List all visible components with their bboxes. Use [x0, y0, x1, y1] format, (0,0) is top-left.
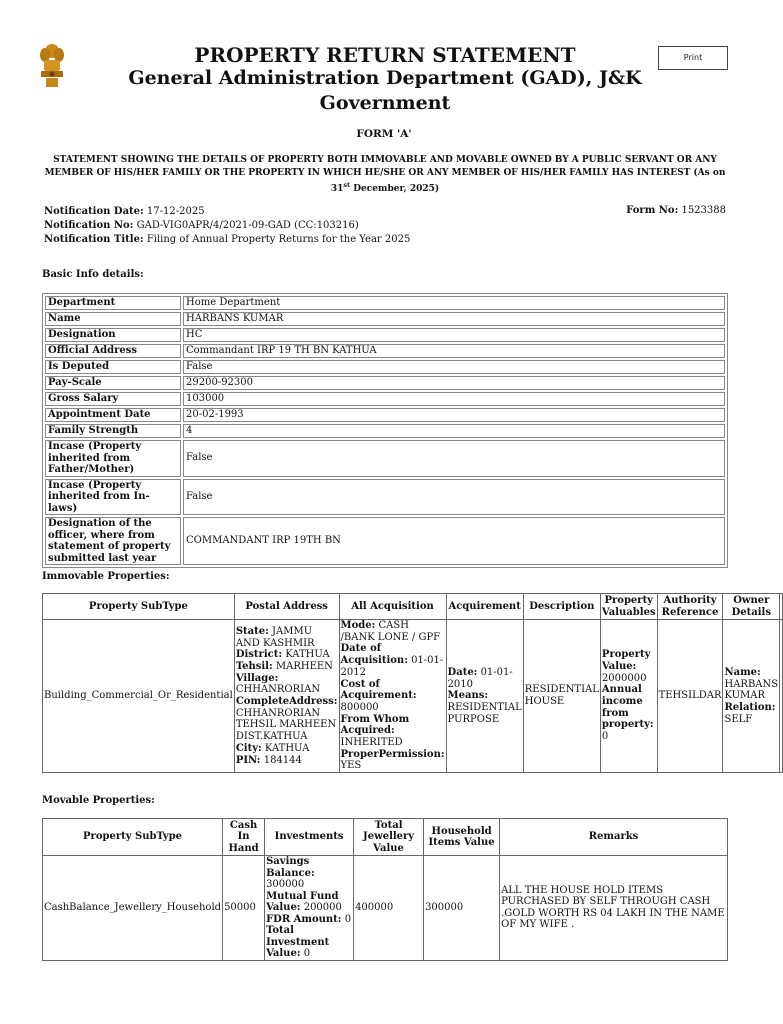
notification-number: Notification No: GAD-VIG0APR/4/2021-09-GAD (CC:103216) [44, 220, 359, 231]
basic-info-label: Gross Salary [45, 392, 181, 406]
page-header [100, 44, 670, 116]
cell-jewellery: 400000 [354, 856, 424, 961]
basic-info-label: Incase (Property inherited from In-laws) [45, 479, 181, 516]
col-property-valuables: Property Valuables [601, 595, 656, 618]
col-jewellery: Total Jewellery Value [354, 819, 424, 856]
basic-info-value: 4 [183, 424, 725, 438]
basic-info-heading: Basic Info details: [42, 269, 144, 280]
basic-info-label: Official Address [45, 344, 181, 358]
basic-info-row [45, 312, 725, 326]
basic-info-label: Designation [45, 328, 181, 342]
cell-subtype: Building_Commercial_Or_Residential [43, 620, 235, 773]
cell-investments: Savings Balance: 300000 Mutual Fund Value: 200000 FDR Amount: 0 Total Investment Value: 0 [265, 856, 354, 961]
basic-info-label: Name [45, 312, 181, 326]
form-label: FORM 'A' [356, 128, 412, 140]
notification-title: Notification Title: Filing of Annual Property Returns for the Year 2025 [44, 234, 411, 245]
basic-info-row [45, 392, 725, 406]
basic-info-row [45, 344, 725, 358]
basic-info-row [45, 360, 725, 374]
basic-info-label: Department [45, 296, 181, 310]
immovable-heading: Immovable Properties: [42, 571, 170, 582]
page-title: PROPERTY RETURN STATEMENT [194, 43, 576, 67]
basic-info-row [45, 376, 725, 390]
basic-info-row [45, 440, 725, 477]
cell-remarks: ALL THE HOUSE HOLD ITEMS PURCHASED BY SELF THROUGH CASH .GOLD WORTH RS 04 LAKH IN THE NAME OF MY WIFE . [500, 856, 728, 961]
cell-authority: TEHSILDAR [657, 620, 723, 773]
basic-info-label: Pay-Scale [45, 376, 181, 390]
state-emblem-icon [38, 43, 66, 89]
table-row [43, 856, 728, 961]
basic-info-label: Appointment Date [45, 408, 181, 422]
notification-date: Notification Date: 17-12-2025 [44, 206, 205, 217]
col-remarks: Remarks [500, 819, 728, 856]
col-acquirement: Acquirement [446, 594, 523, 620]
movable-header-row [43, 819, 728, 856]
basic-info-row [45, 408, 725, 422]
cell-household: 300000 [424, 856, 500, 961]
basic-info-value: COMMANDANT IRP 19TH BN [183, 517, 725, 565]
cell-subtype: CashBalance_Jewellery_Household [43, 856, 223, 961]
basic-info-row [45, 424, 725, 438]
basic-info-label: Family Strength [45, 424, 181, 438]
basic-info-value: Commandant IRP 19 TH BN KATHUA [183, 344, 725, 358]
col-property-subtype: Property SubType [43, 594, 235, 620]
cell-cash: 50000 [223, 856, 265, 961]
basic-info-value: False [183, 360, 725, 374]
cell-property-valuables: Property Value: 2000000 Annual income from property: 0 [600, 620, 657, 773]
immovable-header-row [43, 594, 783, 620]
page-subtitle: General Administration Department (GAD), J&K Government [128, 67, 642, 114]
movable-heading: Movable Properties: [42, 795, 155, 806]
basic-info-label: Incase (Property inherited from Father/Mother) [45, 440, 181, 477]
basic-info-value: 103000 [183, 392, 725, 406]
cell-acquirement: Date: 01-01-2010 Means: RESIDENTIAL PURPOSE [446, 620, 523, 773]
basic-info-value: False [183, 440, 725, 477]
basic-info-value: HC [183, 328, 725, 342]
form-number: Form No: 1523388 [626, 205, 726, 216]
basic-info-table [42, 293, 728, 568]
col-all-acquisition: All Acquisition [339, 594, 446, 620]
basic-info-label: Designation of the officer, where from statement of property submitted last year [45, 517, 181, 565]
movable-table [42, 818, 728, 961]
col-investments: Investments [265, 819, 354, 856]
basic-info-value: 29200-92300 [183, 376, 725, 390]
basic-info-value: 20-02-1993 [183, 408, 725, 422]
basic-info-row [45, 296, 725, 310]
col-postal-address: Postal Address [234, 594, 339, 620]
cell-owner-details: Name: HARBANS KUMAR Relation: SELF [723, 620, 780, 773]
basic-info-value: Home Department [183, 296, 725, 310]
col-extra [780, 594, 783, 620]
table-row [43, 620, 783, 773]
basic-info-row [45, 328, 725, 342]
cell-all-acquisition: Mode: CASH /BANK LONE / GPF Date of Acquisition: 01-01-2012 Cost of Acquirement: 800000 From Whom Acquired: INHERITED ProperPermission: YES [340, 620, 445, 772]
basic-info-label: Is Deputed [45, 360, 181, 374]
basic-info-row [45, 479, 725, 516]
col-authority-reference: Authority Reference [657, 594, 723, 620]
immovable-table [42, 593, 783, 773]
col-cash-in-hand: Cash In Hand [223, 819, 265, 856]
col-description: Description [523, 594, 600, 620]
basic-info-value: HARBANS KUMAR [183, 312, 725, 326]
col-owner-details: Owner Details [723, 594, 780, 620]
statement-text: STATEMENT SHOWING THE DETAILS OF PROPERTY BOTH IMMOVABLE AND MOVABLE OWNED BY A PUBLIC SERVANT OR ANY MEMBER OF HIS/HER FAMILY OR THE PROPERTY IN WHICH HE/SHE OR ANY MEMBER OF HIS/HER FAMILY HAS INTEREST (As on 31st December, 2025) [44, 155, 726, 194]
col-property-subtype: Property SubType [43, 819, 223, 856]
col-household: Household Items Value [424, 819, 500, 856]
basic-info-row [45, 517, 725, 565]
cell-extra [780, 620, 783, 773]
cell-postal-address: State: JAMMU AND KASHMIR District: KATHUA Tehsil: MARHEEN Village: CHHANRORIAN CompleteAddress: CHHANRORIAN TEHSIL MARHEEN DIST.KATHUA City: KATHUA PIN: 184144 [234, 620, 339, 773]
cell-description: RESIDENTIAL HOUSE [523, 620, 600, 773]
basic-info-value: False [183, 479, 725, 516]
print-button[interactable]: Print [658, 46, 728, 70]
